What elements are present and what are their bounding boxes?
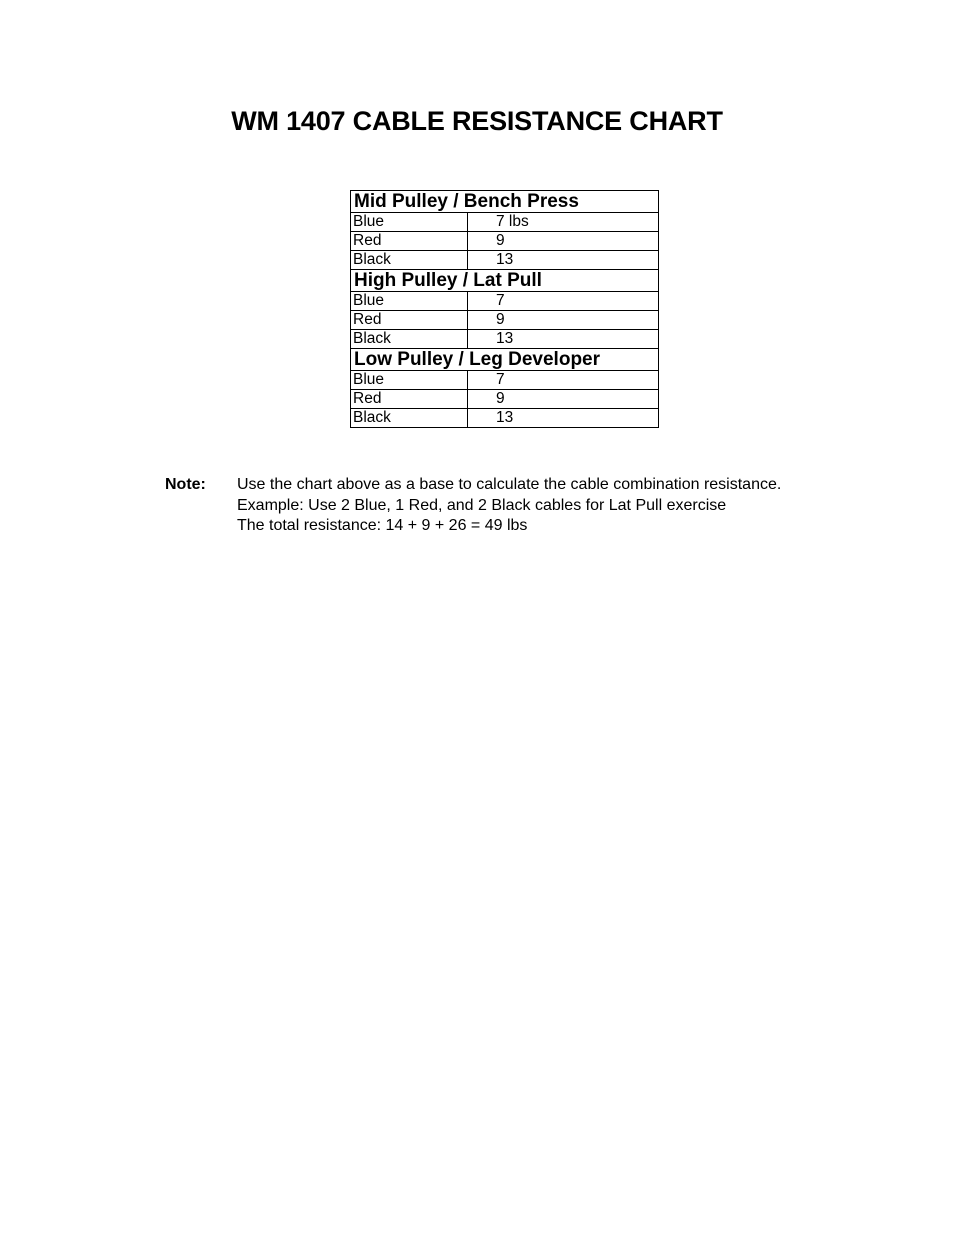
- resistance-value-cell: 9: [468, 311, 659, 330]
- section-heading: Low Pulley / Leg Developer: [351, 349, 659, 371]
- section-heading: High Pulley / Lat Pull: [351, 270, 659, 292]
- cable-color-cell: Blue: [351, 371, 468, 390]
- page-title: WM 1407 CABLE RESISTANCE CHART: [231, 106, 723, 136]
- resistance-value-cell: 13: [468, 330, 659, 349]
- resistance-value-cell: 7: [468, 371, 659, 390]
- section-heading: Mid Pulley / Bench Press: [351, 191, 659, 213]
- table-row: [351, 251, 659, 270]
- resistance-value-cell: 9: [468, 390, 659, 409]
- section-heading-row: [351, 270, 659, 292]
- section-heading-row: [351, 349, 659, 371]
- note-text: [237, 475, 857, 537]
- cable-color-cell: Black: [351, 409, 468, 428]
- resistance-value-cell: 13: [468, 409, 659, 428]
- table-row: [351, 330, 659, 349]
- cable-color-cell: Black: [351, 251, 468, 270]
- table-row: [351, 311, 659, 330]
- cable-resistance-table: [350, 190, 659, 428]
- resistance-value-cell: 9: [468, 232, 659, 251]
- cable-color-cell: Blue: [351, 292, 468, 311]
- table-row: [351, 409, 659, 428]
- cable-color-cell: Red: [351, 232, 468, 251]
- table-row: [351, 213, 659, 232]
- cable-color-cell: Black: [351, 330, 468, 349]
- table-row: [351, 390, 659, 409]
- table-row: [351, 292, 659, 311]
- cable-color-cell: Red: [351, 390, 468, 409]
- section-heading-row: [351, 191, 659, 213]
- cable-color-cell: Red: [351, 311, 468, 330]
- note-label: Note:: [165, 476, 206, 493]
- resistance-value-cell: 7: [468, 292, 659, 311]
- note-line: Example: Use 2 Blue, 1 Red, and 2 Black cables for Lat Pull exercise: [237, 496, 727, 514]
- resistance-value-cell: 13: [468, 251, 659, 270]
- table-row: [351, 371, 659, 390]
- note-line: The total resistance: 14 + 9 + 26 = 49 lbs: [237, 517, 528, 534]
- resistance-value-cell: 7 lbs: [468, 213, 659, 232]
- note-line: Use the chart above as a base to calculate the cable combination resistance.: [237, 476, 782, 493]
- table-row: [351, 232, 659, 251]
- cable-color-cell: Blue: [351, 213, 468, 232]
